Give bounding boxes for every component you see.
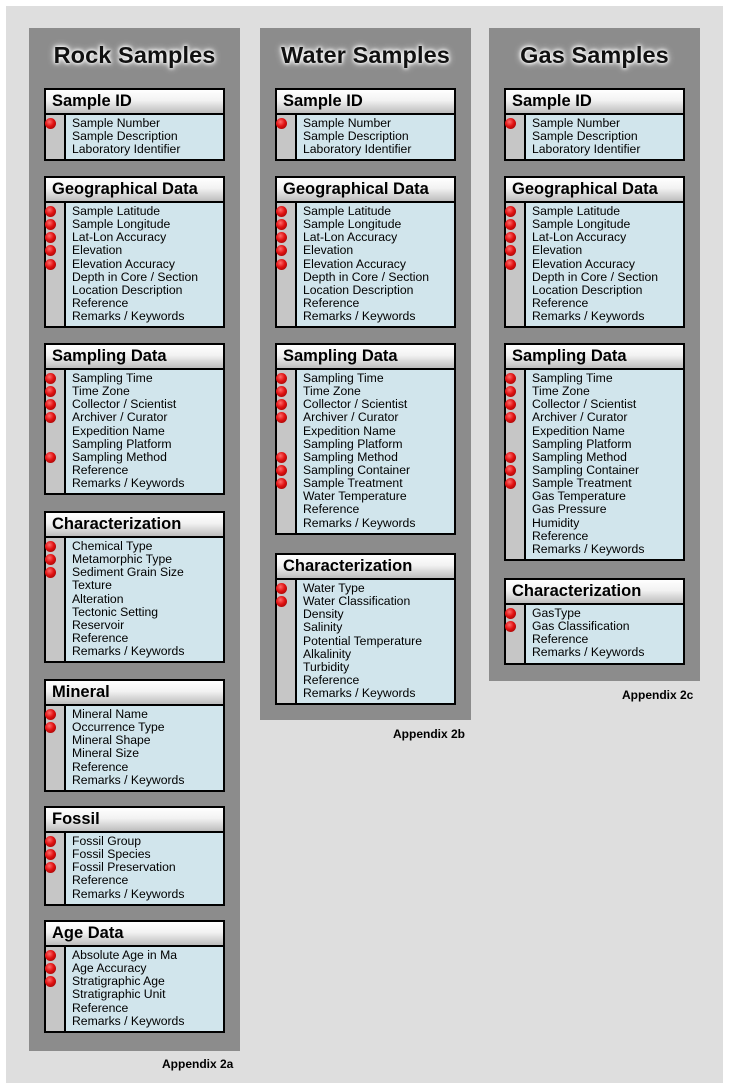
red-dot-icon: [45, 950, 56, 961]
appendix-label: Appendix 2b: [393, 727, 466, 741]
field-label: Lat-Lon Accuracy: [72, 230, 167, 245]
red-dot-icon: [276, 206, 287, 217]
red-dot-icon: [45, 452, 56, 463]
field-label: Collector / Scientist: [532, 397, 637, 412]
field-label: Sampling Platform: [303, 436, 403, 451]
field-label: Alkalinity: [303, 646, 352, 661]
category-box: [275, 88, 456, 161]
field-list: [295, 580, 454, 703]
field-label: Sample Longitude: [532, 217, 631, 232]
field-label: Expedition Name: [303, 423, 396, 438]
field-list: [524, 370, 683, 559]
red-dot-icon: [45, 412, 56, 423]
category-box: [504, 176, 685, 328]
category-title: Sampling Data: [277, 345, 454, 370]
field-label: Age Accuracy: [72, 961, 147, 976]
field-label: Sample Latitude: [303, 204, 392, 218]
red-dot-icon: [45, 399, 56, 410]
category-box: [44, 920, 225, 1033]
field-label: Location Description: [532, 282, 643, 297]
field-label: Sample Description: [532, 129, 638, 144]
field-label: Potential Temperature: [303, 633, 423, 648]
column-rock-samples: [29, 28, 240, 1051]
field-label: Sediment Grain Size: [72, 565, 184, 580]
red-dot-icon: [45, 232, 56, 243]
field-label: Reference: [532, 295, 589, 310]
red-dot-icon: [505, 608, 516, 619]
column-title: Rock Samples: [53, 42, 216, 68]
field-label: Expedition Name: [72, 423, 165, 438]
field-label: Archiver / Curator: [72, 410, 168, 425]
diagram-frame: [6, 6, 723, 1083]
red-dot-icon: [45, 709, 56, 720]
field-label: Location Description: [303, 282, 414, 297]
field-list: [524, 605, 683, 663]
red-dot-icon: [505, 259, 516, 270]
field-label: Laboratory Identifier: [303, 142, 412, 157]
field-list: [295, 115, 454, 159]
field-label: Tectonic Setting: [72, 604, 159, 619]
red-dot-icon: [276, 245, 287, 256]
field-label: Reservoir: [72, 617, 125, 632]
field-label: Absolute Age in Ma: [72, 948, 178, 962]
field-label: Laboratory Identifier: [532, 142, 641, 157]
field-label: Reference: [72, 759, 129, 774]
category-box: [44, 343, 225, 495]
red-dot-icon: [505, 232, 516, 243]
field-label: Remarks / Keywords: [303, 515, 416, 530]
field-label: Remarks / Keywords: [72, 1013, 185, 1028]
field-item: [72, 143, 223, 156]
field-label: Time Zone: [72, 384, 130, 399]
field-label: GasType: [532, 606, 581, 620]
field-label: Remarks / Keywords: [532, 309, 645, 324]
red-dot-icon: [505, 399, 516, 410]
red-dot-icon: [45, 541, 56, 552]
field-list: [295, 203, 454, 326]
category-title: Geographical Data: [277, 178, 454, 203]
category-title: Geographical Data: [46, 178, 223, 203]
red-dot-icon: [505, 465, 516, 476]
field-label: Remarks / Keywords: [72, 886, 185, 901]
field-label: Time Zone: [303, 384, 361, 399]
appendix-label: Appendix 2c: [622, 688, 694, 702]
field-label: Laboratory Identifier: [72, 142, 181, 157]
field-label: Sample Latitude: [532, 204, 621, 218]
field-label: Collector / Scientist: [303, 397, 408, 412]
field-label: Gas Pressure: [532, 502, 607, 517]
field-label: Sample Number: [72, 116, 161, 130]
field-label: Density: [303, 607, 344, 622]
red-dot-icon: [45, 206, 56, 217]
red-dot-icon: [45, 976, 56, 987]
field-label: Reference: [72, 630, 129, 645]
field-label: Turbidity: [303, 659, 350, 674]
category-title: Sampling Data: [506, 345, 683, 370]
category-title: Fossil: [46, 808, 223, 833]
field-label: Archiver / Curator: [532, 410, 628, 425]
field-label: Sampling Time: [532, 371, 613, 385]
field-label: Stratigraphic Unit: [72, 987, 166, 1002]
field-label: Remarks / Keywords: [72, 644, 185, 659]
field-label: Metamorphic Type: [72, 552, 173, 567]
field-label: Chemical Type: [72, 539, 153, 553]
red-dot-icon: [276, 259, 287, 270]
field-label: Elevation: [532, 243, 583, 258]
field-label: Expedition Name: [532, 423, 625, 438]
red-dot-icon: [45, 862, 56, 873]
field-label: Remarks / Keywords: [72, 476, 185, 491]
field-label: Reference: [303, 672, 360, 687]
field-label: Lat-Lon Accuracy: [532, 230, 627, 245]
category-title: Characterization: [506, 580, 683, 605]
field-label: Sample Longitude: [303, 217, 402, 232]
field-item: [72, 1015, 223, 1028]
field-label: Time Zone: [532, 384, 590, 399]
field-label: Fossil Group: [72, 834, 142, 848]
field-label: Reference: [72, 1000, 129, 1015]
field-label: Elevation: [303, 243, 354, 258]
field-label: Depth in Core / Section: [303, 269, 430, 284]
field-label: Sample Latitude: [72, 204, 161, 218]
field-label: Stratigraphic Age: [72, 974, 165, 989]
field-label: Sample Treatment: [532, 476, 632, 491]
field-label: Collector / Scientist: [72, 397, 177, 412]
field-label: Fossil Species: [72, 847, 151, 862]
category-title: Mineral: [46, 681, 223, 706]
field-label: Mineral Name: [72, 707, 148, 721]
red-dot-icon: [276, 386, 287, 397]
category-title: Age Data: [46, 922, 223, 947]
field-label: Sampling Method: [303, 449, 398, 464]
field-item: [303, 687, 454, 700]
field-label: Water Classification: [303, 594, 411, 609]
category-box: [44, 679, 225, 792]
field-item: [532, 310, 683, 323]
red-dot-icon: [276, 373, 287, 384]
field-label: Elevation: [72, 243, 123, 258]
red-dot-icon: [45, 118, 56, 129]
column-water-samples: [260, 28, 471, 720]
field-label: Reference: [72, 462, 129, 477]
field-label: Sampling Method: [72, 449, 167, 464]
category-box: [44, 511, 225, 663]
category-title: Characterization: [46, 513, 223, 538]
red-dot-icon: [45, 259, 56, 270]
red-dot-icon: [276, 452, 287, 463]
field-label: Sample Treatment: [303, 476, 403, 491]
field-label: Reference: [532, 528, 589, 543]
field-list: [64, 706, 223, 790]
field-label: Reference: [303, 295, 360, 310]
red-dot-icon: [276, 596, 287, 607]
category-box: [275, 176, 456, 328]
field-label: Elevation Accuracy: [532, 256, 635, 271]
category-box: [44, 806, 225, 906]
category-box: [275, 553, 456, 705]
field-label: Sampling Time: [303, 371, 384, 385]
red-dot-icon: [276, 118, 287, 129]
category-title: Sample ID: [506, 90, 683, 115]
field-label: Reference: [303, 502, 360, 517]
field-label: Gas Classification: [532, 619, 630, 634]
category-box: [44, 88, 225, 161]
category-title: Characterization: [277, 555, 454, 580]
red-dot-icon: [276, 478, 287, 489]
field-label: Sample Number: [303, 116, 392, 130]
field-label: Reference: [72, 295, 129, 310]
column-title: Gas Samples: [520, 42, 669, 68]
field-list: [64, 370, 223, 493]
red-dot-icon: [505, 118, 516, 129]
field-label: Texture: [72, 578, 112, 593]
category-box: [504, 578, 685, 665]
field-list: [524, 115, 683, 159]
field-label: Water Type: [303, 581, 365, 595]
red-dot-icon: [505, 386, 516, 397]
field-item: [72, 888, 223, 901]
field-label: Sampling Method: [532, 449, 627, 464]
field-label: Sample Description: [72, 129, 178, 144]
field-list: [64, 203, 223, 326]
red-dot-icon: [276, 219, 287, 230]
red-dot-icon: [276, 583, 287, 594]
red-dot-icon: [276, 232, 287, 243]
category-title: Geographical Data: [506, 178, 683, 203]
category-box: [44, 176, 225, 328]
red-dot-icon: [276, 465, 287, 476]
category-title: Sample ID: [277, 90, 454, 115]
category-title: Sampling Data: [46, 345, 223, 370]
category-box: [275, 343, 456, 535]
field-label: Remarks / Keywords: [303, 686, 416, 701]
field-label: Sample Number: [532, 116, 621, 130]
red-dot-icon: [505, 412, 516, 423]
red-dot-icon: [45, 554, 56, 565]
field-label: Elevation Accuracy: [303, 256, 406, 271]
field-label: Depth in Core / Section: [72, 269, 199, 284]
field-label: Sampling Container: [532, 462, 640, 477]
field-item: [303, 517, 454, 530]
field-label: Sampling Time: [72, 371, 153, 385]
field-item: [72, 310, 223, 323]
field-list: [64, 115, 223, 159]
field-item: [72, 774, 223, 787]
red-dot-icon: [505, 621, 516, 632]
red-dot-icon: [45, 722, 56, 733]
red-dot-icon: [45, 245, 56, 256]
field-label: Remarks / Keywords: [72, 772, 185, 787]
field-label: Location Description: [72, 282, 183, 297]
field-item: [72, 645, 223, 658]
field-label: Alteration: [72, 591, 124, 606]
red-dot-icon: [505, 206, 516, 217]
column-gas-samples: [489, 28, 700, 681]
field-label: Remarks / Keywords: [532, 541, 645, 556]
field-label: Salinity: [303, 620, 343, 635]
field-label: Mineral Shape: [72, 733, 151, 748]
category-box: [504, 88, 685, 161]
field-item: [72, 477, 223, 490]
red-dot-icon: [505, 219, 516, 230]
red-dot-icon: [45, 386, 56, 397]
field-label: Water Temperature: [303, 489, 407, 504]
field-item: [303, 310, 454, 323]
red-dot-icon: [45, 567, 56, 578]
field-label: Archiver / Curator: [303, 410, 399, 425]
red-dot-icon: [45, 373, 56, 384]
field-label: Remarks / Keywords: [532, 645, 645, 660]
field-item: [532, 646, 683, 659]
category-title: Sample ID: [46, 90, 223, 115]
red-dot-icon: [45, 836, 56, 847]
field-label: Fossil Preservation: [72, 860, 176, 875]
red-dot-icon: [505, 373, 516, 384]
field-label: Humidity: [532, 515, 580, 530]
field-label: Sampling Container: [303, 462, 411, 477]
field-label: Reference: [72, 873, 129, 888]
field-label: Sampling Platform: [72, 436, 172, 451]
field-item: [532, 143, 683, 156]
field-label: Remarks / Keywords: [303, 309, 416, 324]
red-dot-icon: [505, 478, 516, 489]
field-label: Remarks / Keywords: [72, 309, 185, 324]
field-label: Occurrence Type: [72, 720, 165, 735]
field-label: Depth in Core / Section: [532, 269, 659, 284]
field-list: [64, 538, 223, 661]
field-label: Gas Temperature: [532, 489, 626, 504]
field-label: Sample Longitude: [72, 217, 171, 232]
red-dot-icon: [505, 452, 516, 463]
field-label: Sample Description: [303, 129, 409, 144]
field-item: [303, 143, 454, 156]
red-dot-icon: [45, 963, 56, 974]
field-label: Mineral Size: [72, 746, 140, 761]
field-list: [524, 203, 683, 326]
column-title: Water Samples: [281, 42, 450, 68]
red-dot-icon: [276, 412, 287, 423]
red-dot-icon: [505, 245, 516, 256]
field-list: [64, 833, 223, 904]
field-list: [295, 370, 454, 533]
field-label: Lat-Lon Accuracy: [303, 230, 398, 245]
category-box: [504, 343, 685, 561]
field-item: [532, 543, 683, 556]
field-label: Elevation Accuracy: [72, 256, 175, 271]
field-label: Sampling Platform: [532, 436, 632, 451]
appendix-label: Appendix 2a: [162, 1057, 234, 1071]
red-dot-icon: [45, 849, 56, 860]
field-label: Reference: [532, 632, 589, 647]
red-dot-icon: [45, 219, 56, 230]
field-list: [64, 947, 223, 1031]
red-dot-icon: [276, 399, 287, 410]
